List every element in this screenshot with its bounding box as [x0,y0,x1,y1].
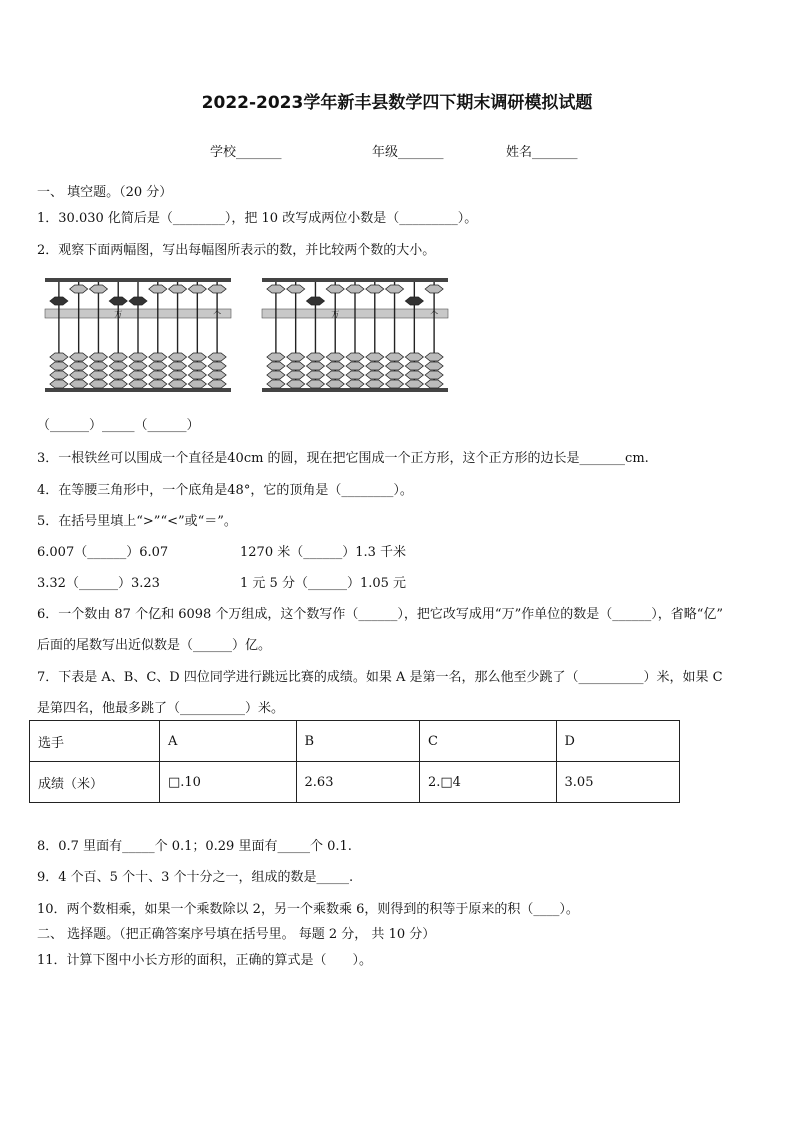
abacus-place-label: 万 [331,310,340,319]
table-cell: C [419,721,556,762]
abacus-lower-bead [267,353,285,361]
abacus-lower-bead [267,362,285,370]
abacus-lower-bead [89,380,107,388]
abacus-lower-bead [287,353,305,361]
abacus-lower-bead [386,362,404,370]
abacus-upper-bead [129,297,147,305]
question-7-line-1: 7．下表是 A、B、C、D 四位同学进行跳远比赛的成绩。如果 A 是第一名，那么他至少跳了（__________）米，如果 C [37,670,723,685]
abacus-lower-bead [169,380,187,388]
question-1: 1．30.030 化简后是（________），把 10 改写成两位小数是（_________）。 [37,211,478,226]
abacus-lower-bead [386,380,404,388]
abacus-lower-bead [405,380,423,388]
abacus-lower-bead [129,380,147,388]
abacus-lower-bead [326,371,344,379]
abacus-lower-bead [149,362,167,370]
abacus-place-label: 个 [213,310,222,319]
abacus-lower-bead [366,353,384,361]
abacus-bottom-frame [262,388,448,392]
question-5-b[interactable]: 1270 米（______）1.3 千米 [240,545,407,560]
abacus-lower-bead [386,353,404,361]
table-cell: 3.05 [556,762,679,803]
abacus-lower-bead [149,380,167,388]
abacus-lower-bead [326,380,344,388]
abacus-lower-bead [306,353,324,361]
abacus-bottom-frame [45,388,231,392]
abacus-upper-bead [50,297,68,305]
abacus-lower-bead [149,353,167,361]
abacus-lower-bead [366,380,384,388]
abacus-lower-bead [89,371,107,379]
table-cell: B [296,721,419,762]
abacus-lower-bead [326,362,344,370]
abacus-upper-bead [169,285,187,293]
question-9: 9．4 个百、5 个十、3 个十分之一，组成的数是_____. [37,870,354,885]
abacus-upper-bead [267,285,285,293]
school-field[interactable]: 学校_______ [210,145,282,160]
table-cell: 2.63 [296,762,419,803]
question-2: 2．观察下面两幅图，写出每幅图所表示的数，并比较两个数的大小。 [37,243,436,258]
abacus-lower-bead [287,362,305,370]
abacus-lower-bead [425,362,443,370]
abacus-upper-bead [70,285,88,293]
abacus-lower-bead [70,362,88,370]
section-1-heading: 一、 填空题。（20 分） [37,185,173,200]
abacus-lower-bead [346,380,364,388]
table-header-row [30,721,680,762]
abacus-lower-bead [208,380,226,388]
abacus-lower-bead [267,371,285,379]
abacus-lower-bead [109,371,127,379]
abacus-upper-bead [306,297,324,305]
abacus-lower-bead [169,353,187,361]
abacus-lower-bead [346,371,364,379]
abacus-lower-bead [267,380,285,388]
abacus-lower-bead [425,353,443,361]
abacus-upper-bead [149,285,167,293]
question-7-line-2: 是第四名，他最多跳了（__________）米。 [37,701,285,716]
table-row [30,762,680,803]
abacus-upper-bead [425,285,443,293]
abacus-lower-bead [50,362,68,370]
abacus-lower-bead [346,353,364,361]
abacus-lower-bead [109,380,127,388]
abacus-lower-bead [188,380,206,388]
question-5-d[interactable]: 1 元 5 分（______）1.05 元 [240,576,407,591]
abacus-lower-bead [425,371,443,379]
abacus-lower-bead [208,371,226,379]
page-title: 2022-2023学年新丰县数学四下期末调研模拟试题 [201,93,593,113]
abacus-lower-bead [366,362,384,370]
question-3: 3．一根铁丝可以围成一个直径是40cm 的圆，现在把它围成一个正方形，这个正方形的边长是_______cm. [37,451,649,466]
abacus-lower-bead [129,371,147,379]
abacus-right [260,276,450,394]
abacus-upper-bead [287,285,305,293]
abacus-upper-bead [405,297,423,305]
question-5-c[interactable]: 3.32（______）3.23 [37,576,160,591]
abacus-lower-bead [188,353,206,361]
question-8: 8．0.7 里面有_____个 0.1；0.29 里面有_____个 0.1. [37,839,352,854]
abacus-lower-bead [89,362,107,370]
abacus-place-label: 万 [114,310,123,319]
abacus-lower-bead [405,371,423,379]
abacus-lower-bead [129,353,147,361]
abacus-upper-bead [366,285,384,293]
abacus-lower-bead [188,371,206,379]
abacus-top-frame [45,278,231,282]
section-2-heading: 二、 选择题。（把正确答案序号填在括号里。 每题 2 分， 共 10 分） [37,927,436,942]
question-6-line-2: 后面的尾数写出近似数是（______）亿。 [37,638,272,653]
abacus-lower-bead [346,362,364,370]
abacus-lower-bead [109,353,127,361]
abacus-lower-bead [50,371,68,379]
abacus-lower-bead [306,362,324,370]
abacus-upper-bead [109,297,127,305]
abacus-upper-bead [89,285,107,293]
question-10: 10．两个数相乘，如果一个乘数除以 2，另一个乘数乘 6，则得到的积等于原来的积（____）。 [37,902,579,917]
abacus-lower-bead [405,353,423,361]
abacus-upper-bead [208,285,226,293]
abacus-lower-bead [169,362,187,370]
abacus-lower-bead [287,380,305,388]
abacus-lower-bead [50,353,68,361]
abacus-lower-bead [326,353,344,361]
abacus-lower-bead [188,362,206,370]
abacus-lower-bead [109,362,127,370]
table-cell: 成绩（米） [30,762,160,803]
abacus-lower-bead [306,380,324,388]
abacus-lower-bead [129,362,147,370]
question-2-answer[interactable]: （______）_____（______） [37,418,200,433]
abacus-lower-bead [425,380,443,388]
abacus-lower-bead [366,371,384,379]
abacus-lower-bead [70,371,88,379]
abacus-lower-bead [70,380,88,388]
abacus-upper-bead [346,285,364,293]
abacus-lower-bead [149,371,167,379]
score-table [29,720,680,803]
abacus-lower-bead [50,380,68,388]
abacus-upper-bead [188,285,206,293]
abacus-upper-bead [386,285,404,293]
abacus-lower-bead [208,353,226,361]
name-field[interactable]: 姓名_______ [506,145,578,160]
table-cell: D [556,721,679,762]
abacus-lower-bead [208,362,226,370]
table-cell: 2.□4 [419,762,556,803]
table-cell: A [160,721,297,762]
table-cell: 选手 [30,721,160,762]
question-6-line-1: 6．一个数由 87 个亿和 6098 个万组成，这个数写作（______），把它改写成用“万”作单位的数是（______），省略“亿” [37,607,724,622]
table-cell: □.10 [160,762,297,803]
abacus-upper-bead [326,285,344,293]
question-5: 5．在括号里填上“>”“<”或“＝”。 [37,514,237,529]
abacus-lower-bead [89,353,107,361]
abacus-lower-bead [386,371,404,379]
abacus-lower-bead [405,362,423,370]
abacus-place-label: 个 [430,310,439,319]
abacus-lower-bead [306,371,324,379]
abacus-lower-bead [169,371,187,379]
abacus-lower-bead [287,371,305,379]
question-11: 11．计算下图中小长方形的面积，正确的算式是（ ）。 [37,953,373,968]
question-5-a[interactable]: 6.007（______）6.07 [37,545,169,560]
question-4: 4．在等腰三角形中，一个底角是48°，它的顶角是（________）。 [37,483,413,498]
grade-field[interactable]: 年级_______ [372,145,444,160]
abacus-top-frame [262,278,448,282]
abacus-left [43,276,233,394]
abacus-lower-bead [70,353,88,361]
